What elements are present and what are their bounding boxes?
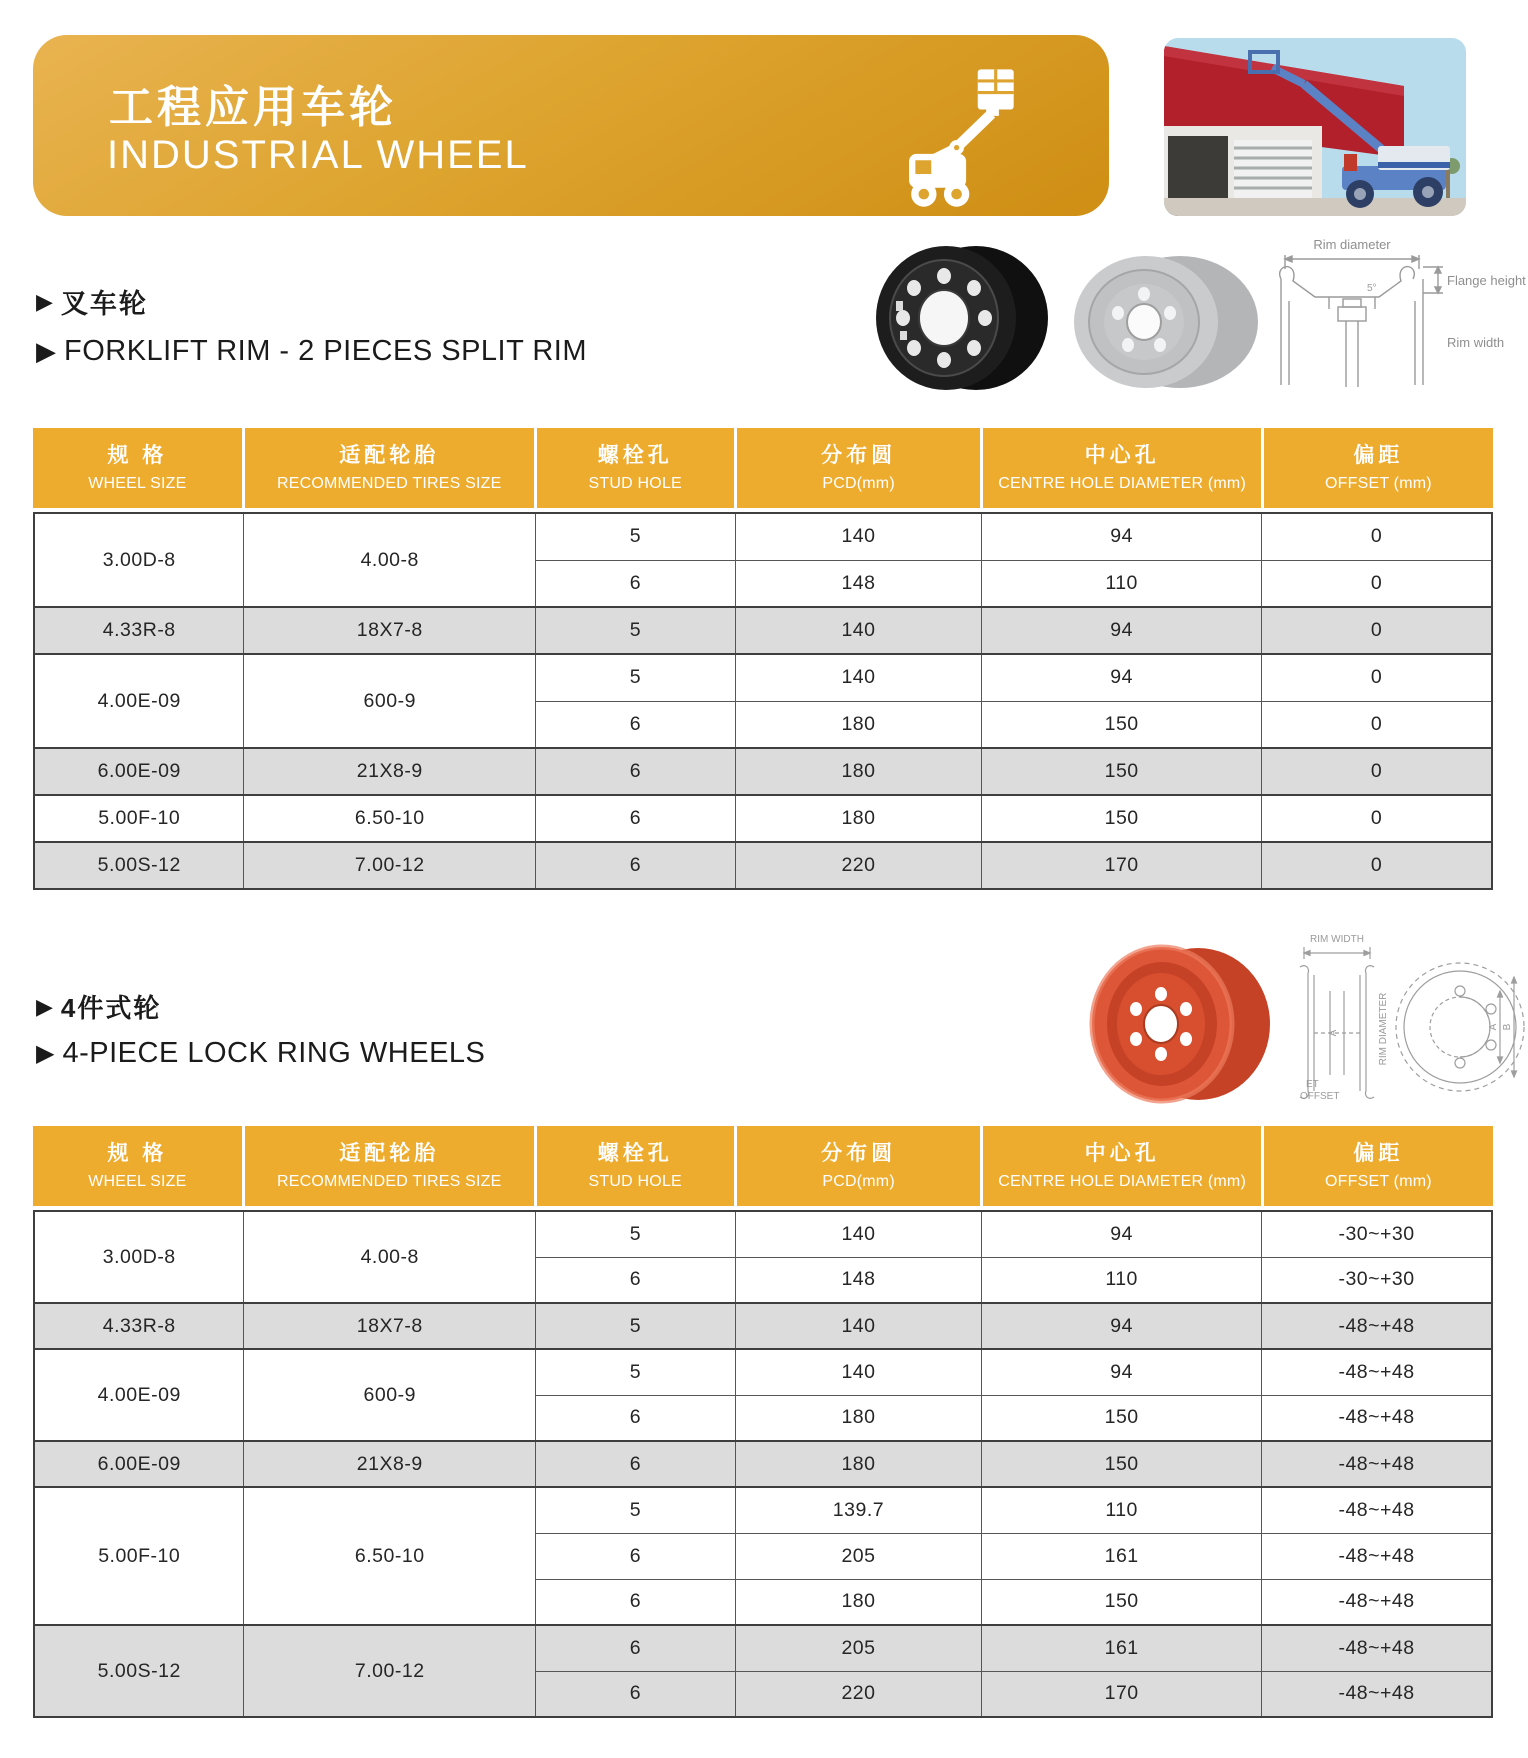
spec-cell: -48~+48 bbox=[1262, 1349, 1492, 1395]
table-row bbox=[34, 1487, 1492, 1533]
spec-cell: -48~+48 bbox=[1262, 1625, 1492, 1671]
spec-cell: 6 bbox=[536, 1625, 736, 1671]
spec-cell: 5 bbox=[536, 1303, 736, 1349]
spec-cell: 140 bbox=[735, 1349, 981, 1395]
table-row bbox=[34, 1303, 1492, 1349]
tire-size-cell: 600-9 bbox=[244, 654, 536, 748]
spec-cell: 6 bbox=[536, 1257, 736, 1303]
diagram-label-a2: A bbox=[1488, 1023, 1499, 1031]
column-header: 偏距 OFFSET (mm) bbox=[1262, 428, 1493, 508]
table-row bbox=[34, 654, 1492, 701]
column-header: 螺栓孔 STUD HOLE bbox=[535, 428, 735, 508]
spec-cell: -30~+30 bbox=[1262, 1211, 1492, 1257]
rim-section-diagram bbox=[1267, 235, 1528, 390]
spec-cell: 94 bbox=[982, 654, 1262, 701]
wheel-size-cell: 3.00D-8 bbox=[34, 1211, 244, 1303]
spec-cell: 6 bbox=[536, 1671, 736, 1717]
spec-cell: 6 bbox=[536, 795, 736, 842]
spec-cell: 170 bbox=[982, 842, 1262, 889]
spec-cell: 0 bbox=[1262, 560, 1492, 607]
spec-cell: 220 bbox=[735, 1671, 981, 1717]
spec-cell: 180 bbox=[735, 1395, 981, 1441]
spec-cell: 150 bbox=[982, 701, 1262, 748]
wheel-size-cell: 5.00F-10 bbox=[34, 795, 244, 842]
wheel-size-cell: 5.00S-12 bbox=[34, 842, 244, 889]
column-header: 螺栓孔 STUD HOLE bbox=[535, 1126, 735, 1206]
spec-cell: -48~+48 bbox=[1262, 1303, 1492, 1349]
column-header: 分布圆 PCD(mm) bbox=[735, 428, 982, 508]
spec-cell: 180 bbox=[735, 1579, 981, 1625]
spec-cell: 0 bbox=[1262, 748, 1492, 795]
diagram-label-rim-diameter: RIM DIAMETER bbox=[1378, 992, 1389, 1066]
spec-cell: 140 bbox=[735, 654, 981, 701]
section2-title-zh: 4件式轮 bbox=[60, 993, 162, 1023]
section-marker-icon: ▶ bbox=[36, 336, 56, 366]
diagram-label-a: A bbox=[1328, 1029, 1339, 1037]
spec-cell: -48~+48 bbox=[1262, 1671, 1492, 1717]
table-row bbox=[34, 607, 1492, 654]
table-header-row bbox=[33, 428, 1493, 508]
column-header: 适配轮胎 RECOMMENDED TIRES SIZE bbox=[243, 428, 535, 508]
spec-cell: 205 bbox=[735, 1625, 981, 1671]
spec-cell: 5 bbox=[536, 654, 736, 701]
section-marker-icon: ▶ bbox=[36, 1040, 55, 1067]
spec-cell: 6 bbox=[536, 1395, 736, 1441]
diagram-label-rim-width: Rim width bbox=[1447, 335, 1505, 350]
wheel-size-cell: 5.00S-12 bbox=[34, 1625, 244, 1717]
tire-size-cell: 18X7-8 bbox=[244, 607, 536, 654]
page-title-zh: 工程应用车轮 bbox=[109, 83, 397, 132]
spec-cell: 5 bbox=[536, 1211, 736, 1257]
spec-cell: 148 bbox=[735, 1257, 981, 1303]
tire-size-cell: 600-9 bbox=[244, 1349, 536, 1441]
black-rim-image bbox=[872, 243, 1050, 395]
spec-cell: -48~+48 bbox=[1262, 1533, 1492, 1579]
section1-heading bbox=[36, 282, 587, 368]
spec-cell: 0 bbox=[1262, 701, 1492, 748]
wheel-size-cell: 4.33R-8 bbox=[34, 1303, 244, 1349]
lock-ring-wheel-table bbox=[33, 1126, 1493, 1718]
spec-cell: 150 bbox=[982, 1395, 1262, 1441]
table-row bbox=[34, 1349, 1492, 1395]
table-row bbox=[34, 795, 1492, 842]
spec-cell: 0 bbox=[1262, 513, 1492, 560]
lock-ring-diagram bbox=[1290, 933, 1528, 1110]
red-lock-ring-wheel-image bbox=[1082, 942, 1274, 1108]
spec-cell: 5 bbox=[536, 513, 736, 560]
table-header-row bbox=[33, 1126, 1493, 1206]
forklift-rim-table bbox=[33, 428, 1493, 890]
spec-cell: 161 bbox=[982, 1533, 1262, 1579]
section-marker-icon: ▶ bbox=[36, 288, 53, 314]
table-row bbox=[34, 513, 1492, 560]
table-row bbox=[34, 1441, 1492, 1487]
column-header: 中心孔 CENTRE HOLE DIAMETER (mm) bbox=[982, 1126, 1262, 1206]
spec-cell: 110 bbox=[982, 1257, 1262, 1303]
tire-size-cell: 21X8-9 bbox=[244, 748, 536, 795]
tire-size-cell: 6.50-10 bbox=[244, 1487, 536, 1625]
spec-cell: 150 bbox=[982, 1579, 1262, 1625]
spec-cell: 161 bbox=[982, 1625, 1262, 1671]
diagram-label-b: B bbox=[1502, 1023, 1513, 1031]
tire-size-cell: 21X8-9 bbox=[244, 1441, 536, 1487]
table-body bbox=[33, 1210, 1493, 1718]
spec-cell: 220 bbox=[735, 842, 981, 889]
diagram-label-rim-diameter: Rim diameter bbox=[1313, 237, 1391, 252]
spec-cell: 150 bbox=[982, 1441, 1262, 1487]
spec-cell: 94 bbox=[982, 1349, 1262, 1395]
diagram-label-rim-width: RIM WIDTH bbox=[1310, 934, 1364, 945]
spec-cell: 94 bbox=[982, 1303, 1262, 1349]
tire-size-cell: 7.00-12 bbox=[244, 1625, 536, 1717]
table-row bbox=[34, 842, 1492, 889]
page-title-en: INDUSTRIAL WHEEL bbox=[107, 133, 529, 177]
column-header: 中心孔 CENTRE HOLE DIAMETER (mm) bbox=[982, 428, 1262, 508]
section-marker-icon: ▶ bbox=[36, 993, 53, 1019]
table-body bbox=[33, 512, 1493, 890]
spec-cell: 6 bbox=[536, 748, 736, 795]
spec-cell: 5 bbox=[536, 1349, 736, 1395]
spec-cell: 6 bbox=[536, 1533, 736, 1579]
spec-cell: 140 bbox=[735, 1211, 981, 1257]
wheel-size-cell: 6.00E-09 bbox=[34, 1441, 244, 1487]
spec-cell: 180 bbox=[735, 748, 981, 795]
spec-cell: 140 bbox=[735, 513, 981, 560]
spec-cell: 180 bbox=[735, 701, 981, 748]
spec-cell: -48~+48 bbox=[1262, 1487, 1492, 1533]
spec-cell: 6 bbox=[536, 842, 736, 889]
spec-cell: 140 bbox=[735, 607, 981, 654]
spec-cell: 0 bbox=[1262, 795, 1492, 842]
column-header: 规 格 WHEEL SIZE bbox=[33, 428, 243, 508]
spec-cell: 6 bbox=[536, 1441, 736, 1487]
wheel-size-cell: 6.00E-09 bbox=[34, 748, 244, 795]
spec-cell: 5 bbox=[536, 1487, 736, 1533]
wheel-size-cell: 4.33R-8 bbox=[34, 607, 244, 654]
table-row bbox=[34, 1625, 1492, 1671]
spec-cell: -48~+48 bbox=[1262, 1395, 1492, 1441]
spec-cell: 94 bbox=[982, 513, 1262, 560]
tire-size-cell: 18X7-8 bbox=[244, 1303, 536, 1349]
spec-cell: 94 bbox=[982, 1211, 1262, 1257]
spec-cell: 150 bbox=[982, 748, 1262, 795]
spec-cell: 139.7 bbox=[735, 1487, 981, 1533]
spec-cell: -30~+30 bbox=[1262, 1257, 1492, 1303]
section2-title-en: 4-PIECE LOCK RING WHEELS bbox=[62, 1037, 486, 1069]
section1-title-zh: 叉车轮 bbox=[60, 289, 148, 319]
spec-cell: 205 bbox=[735, 1533, 981, 1579]
spec-cell: 6 bbox=[536, 1579, 736, 1625]
spec-cell: 110 bbox=[982, 560, 1262, 607]
spec-cell: 110 bbox=[982, 1487, 1262, 1533]
silver-rim-image bbox=[1062, 252, 1262, 395]
diagram-label-flange-height: Flange height bbox=[1447, 273, 1526, 288]
page-banner bbox=[33, 35, 1109, 216]
wheel-size-cell: 5.00F-10 bbox=[34, 1487, 244, 1625]
tire-size-cell: 6.50-10 bbox=[244, 795, 536, 842]
spec-cell: 150 bbox=[982, 795, 1262, 842]
column-header: 规 格 WHEEL SIZE bbox=[33, 1126, 243, 1206]
section2-heading bbox=[36, 988, 485, 1070]
column-header: 分布圆 PCD(mm) bbox=[735, 1126, 982, 1206]
spec-cell: 180 bbox=[735, 1441, 981, 1487]
column-header: 偏距 OFFSET (mm) bbox=[1262, 1126, 1493, 1206]
spec-cell: 0 bbox=[1262, 654, 1492, 701]
spec-cell: 6 bbox=[536, 560, 736, 607]
section1-title-en: FORKLIFT RIM - 2 PIECES SPLIT RIM bbox=[64, 335, 588, 367]
tire-size-cell: 4.00-8 bbox=[244, 513, 536, 607]
diagram-label-et: ET bbox=[1306, 1079, 1319, 1090]
table-row bbox=[34, 1211, 1492, 1257]
diagram-label-offset: OFFSET bbox=[1300, 1091, 1340, 1102]
spec-cell: 0 bbox=[1262, 842, 1492, 889]
diagram-label-angle: 5° bbox=[1367, 283, 1377, 294]
wheel-size-cell: 4.00E-09 bbox=[34, 1349, 244, 1441]
spec-cell: -48~+48 bbox=[1262, 1441, 1492, 1487]
spec-cell: 170 bbox=[982, 1671, 1262, 1717]
spec-cell: 5 bbox=[536, 607, 736, 654]
spec-cell: 140 bbox=[735, 1303, 981, 1349]
spec-cell: -48~+48 bbox=[1262, 1579, 1492, 1625]
tire-size-cell: 4.00-8 bbox=[244, 1211, 536, 1303]
spec-cell: 94 bbox=[982, 607, 1262, 654]
table-row bbox=[34, 748, 1492, 795]
boom-lift-photo bbox=[1164, 38, 1466, 216]
wheel-size-cell: 3.00D-8 bbox=[34, 513, 244, 607]
spec-cell: 0 bbox=[1262, 607, 1492, 654]
wheel-size-cell: 4.00E-09 bbox=[34, 654, 244, 748]
spec-cell: 6 bbox=[536, 701, 736, 748]
spec-cell: 148 bbox=[735, 560, 981, 607]
tire-size-cell: 7.00-12 bbox=[244, 842, 536, 889]
spec-cell: 180 bbox=[735, 795, 981, 842]
column-header: 适配轮胎 RECOMMENDED TIRES SIZE bbox=[243, 1126, 535, 1206]
boom-lift-icon bbox=[895, 63, 1033, 211]
